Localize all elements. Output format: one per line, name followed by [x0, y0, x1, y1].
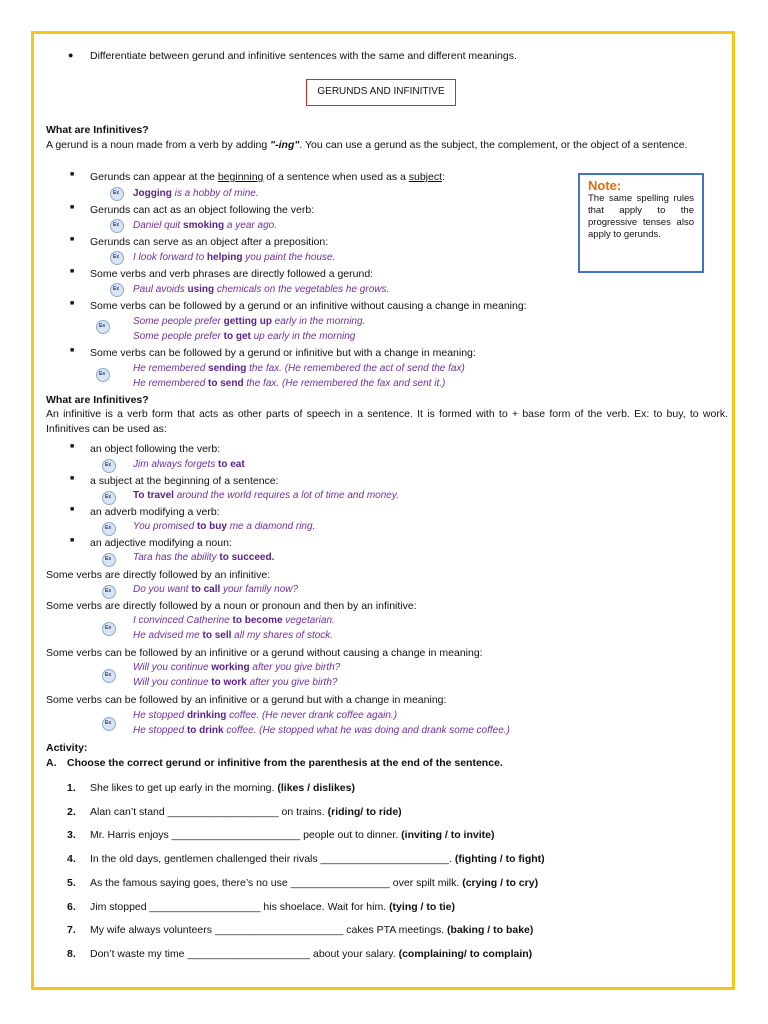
gerund-rule-5: Some verbs can be followed by a gerund or an infinitive without causing a change in meaning:: [90, 300, 527, 312]
activity-heading: Activity:: [46, 742, 88, 754]
item-number: 6.: [67, 901, 76, 913]
infinitive-rule-2: a subject at the beginning of a sentence:: [90, 475, 279, 487]
item-number: 5.: [67, 877, 76, 889]
infinitive-rule-3: an adverb modifying a verb:: [90, 506, 220, 518]
bullet: ■: [70, 236, 75, 243]
gerund-rule-2: Gerunds can act as an object following the verb:: [90, 204, 315, 216]
example-sentence: He stopped to drink coffee. (He stopped what he was doing and drank some coffee.): [133, 725, 510, 736]
note-title: Note:: [588, 178, 622, 193]
infinitive-group-2: Some verbs are directly followed by a noun or pronoun and then by an infinitive:: [46, 600, 417, 612]
example-sentence: Jogging is a hobby of mine.: [133, 188, 259, 199]
gerund-rule-4: Some verbs and verb phrases are directly followed a gerund:: [90, 268, 374, 280]
bullet: ■: [70, 347, 75, 354]
item-number: 2.: [67, 806, 76, 818]
example-sentence: He advised me to sell all my shares of stock.: [133, 630, 334, 641]
example-sentence: He remembered sending the fax. (He remembered the act of send the fax): [133, 363, 465, 374]
note-text: The same spelling rules that apply to the progressive tenses also apply to gerunds.: [588, 193, 694, 240]
item-number: 3.: [67, 829, 76, 841]
example-icon: [102, 585, 116, 599]
gerund-rule-6: Some verbs can be followed by a gerund or infinitive but with a change in meaning:: [90, 347, 476, 359]
example-icon: [110, 251, 124, 265]
gerund-rule-3: Gerunds can serve as an object after a preposition:: [90, 236, 329, 248]
activity-item: As the famous saying goes, there’s no use _________________ over spilt milk. (crying / to cry): [90, 877, 539, 889]
example-sentence: Some people prefer getting up early in the morning.: [133, 316, 366, 327]
example-icon: [102, 553, 116, 567]
activity-item: She likes to get up early in the morning. (likes / dislikes): [90, 782, 355, 794]
page-title-box: [306, 79, 456, 106]
bullet-dot: ●: [68, 50, 74, 60]
example-icon: [102, 622, 116, 636]
example-sentence: Will you continue working after you give birth?: [133, 662, 341, 673]
infinitive-group-4: Some verbs can be followed by an infinitive or a gerund but with a change in meaning:: [46, 694, 447, 706]
section1-heading: What are Infinitives?: [46, 124, 149, 136]
bullet: ■: [70, 171, 75, 178]
example-icon: [102, 522, 116, 536]
objective-text: Differentiate between gerund and infinitive sentences with the same and different meanings.: [90, 50, 517, 62]
infinitive-group-3: Some verbs can be followed by an infinitive or a gerund without causing a change in meaning:: [46, 647, 483, 659]
activity-item: Don’t waste my time _____________________ about your salary. (complaining/ to complain): [90, 948, 533, 960]
example-sentence: He remembered to send the fax. (He remembered the fax and sent it.): [133, 378, 446, 389]
bullet: ■: [70, 204, 75, 211]
example-icon: [96, 320, 110, 334]
item-number: 7.: [67, 924, 76, 936]
example-icon: [102, 717, 116, 731]
section2-heading: What are Infinitives?: [46, 394, 149, 406]
activity-item: Jim stopped ___________________ his shoelace. Wait for him. (tying / to tie): [90, 901, 455, 913]
activity-item: Mr. Harris enjoys ______________________ people out to dinner. (inviting / to invite): [90, 829, 495, 841]
activity-instruction: Choose the correct gerund or infinitive from the parenthesis at the end of the sentence.: [67, 757, 503, 769]
item-number: 4.: [67, 853, 76, 865]
example-sentence: Do you want to call your family now?: [133, 584, 299, 595]
infinitive-rule-1: an object following the verb:: [90, 443, 221, 455]
infinitive-rule-4: an adjective modifying a noun:: [90, 537, 232, 549]
activity-item: Alan can’t stand ___________________ on trains. (riding/ to ride): [90, 806, 402, 818]
bullet: ■: [70, 475, 75, 482]
page-title: GERUNDS AND INFINITIVE: [317, 86, 445, 97]
bullet: ■: [70, 506, 75, 513]
bullet: ■: [70, 537, 75, 544]
example-sentence: To travel around the world requires a lot of time and money.: [133, 490, 399, 501]
bullet: ■: [70, 300, 75, 307]
example-icon: [110, 283, 124, 297]
gerund-rule-1: Gerunds can appear at the beginning of a sentence when used as a subject:: [90, 171, 445, 183]
activity-item: My wife always volunteers ______________________ cakes PTA meetings. (baking / to bake): [90, 924, 534, 936]
example-sentence: He stopped drinking coffee. (He never drank coffee again.): [133, 710, 398, 721]
example-icon: [102, 491, 116, 505]
example-sentence: Jim always forgets to eat: [133, 459, 245, 470]
example-sentence: I look forward to helping you paint the house.: [133, 252, 336, 263]
example-icon: [102, 459, 116, 473]
example-icon: [102, 669, 116, 683]
example-sentence: You promised to buy me a diamond ring.: [133, 521, 316, 532]
example-icon: [110, 187, 124, 201]
section2-intro: An infinitive is a verb form that acts as other parts of speech in a sentence. It is formed with to + base form of the verb. Ex: to buy, to work. Infinitives can be used as:: [46, 408, 728, 435]
note-box: [578, 173, 704, 273]
example-sentence: Will you continue to work after you give birth?: [133, 677, 338, 688]
bullet: ■: [70, 268, 75, 275]
item-number: 8.: [67, 948, 76, 960]
example-sentence: Paul avoids using chemicals on the vegetables he grows.: [133, 284, 390, 295]
example-icon: [96, 368, 110, 382]
item-number: 1.: [67, 782, 76, 794]
example-icon: [110, 219, 124, 233]
section1-intro: A gerund is a noun made from a verb by adding "-ing". You can use a gerund as the subject, the complement, or the object of a sentence.: [46, 139, 688, 151]
infinitive-group-1: Some verbs are directly followed by an infinitive:: [46, 569, 271, 581]
bullet: ■: [70, 443, 75, 450]
activity-label: A.: [46, 757, 57, 769]
example-sentence: Some people prefer to get up early in the morning: [133, 331, 356, 342]
activity-item: In the old days, gentlemen challenged their rivals ______________________. (fighting / to fight): [90, 853, 545, 865]
example-sentence: Daniel quit smoking a year ago.: [133, 220, 277, 231]
example-sentence: I convinced Catherine to become vegetarian.: [133, 615, 335, 626]
example-sentence: Tara has the ability to succeed.: [133, 552, 275, 563]
